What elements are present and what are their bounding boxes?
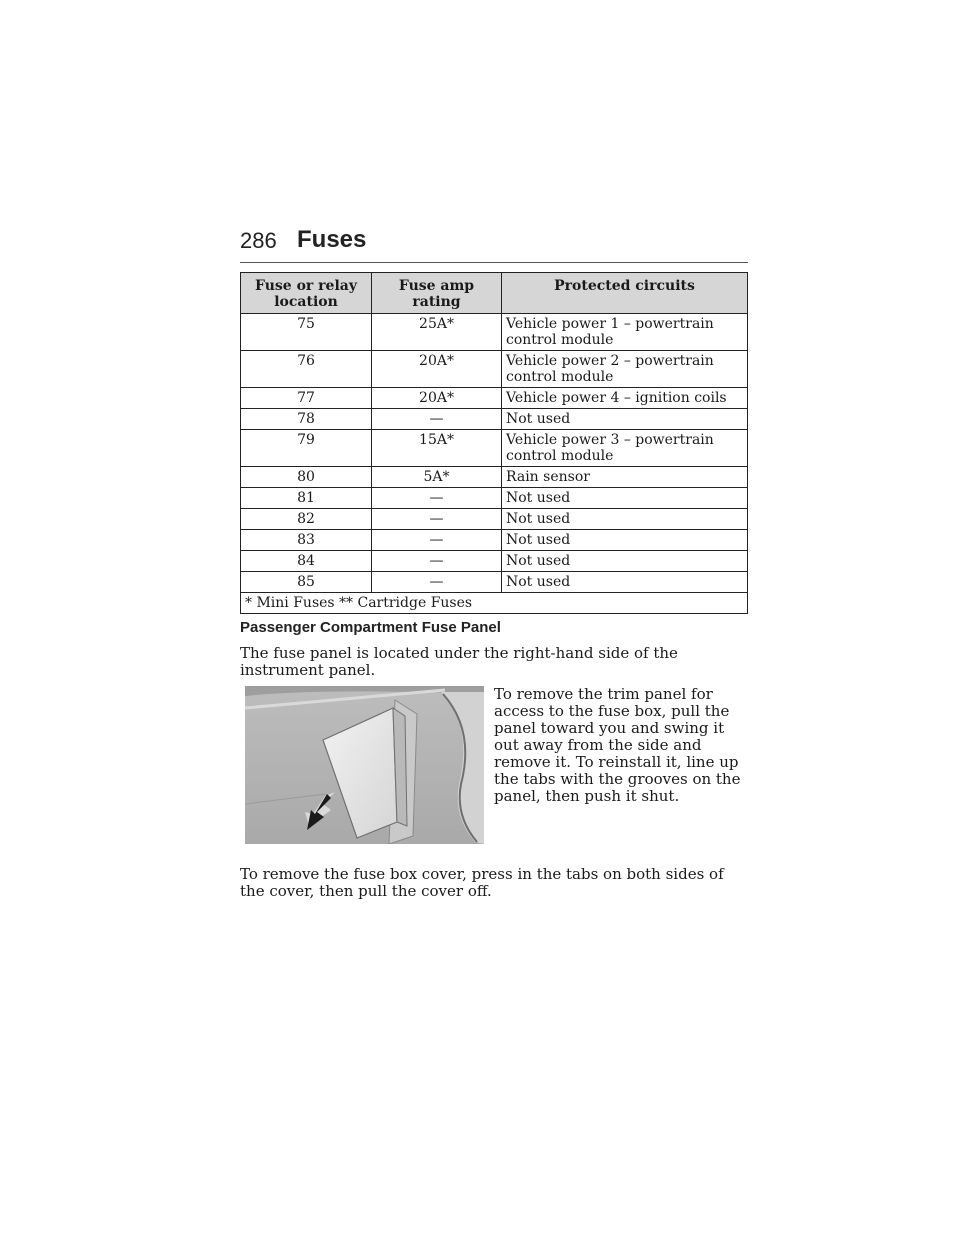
fuse-location: 80 <box>241 467 372 488</box>
protected-circuit: Not used <box>502 572 748 593</box>
table-row <box>241 467 748 488</box>
passenger-intro: The fuse panel is located under the right-hand side of the instrument panel. <box>240 644 678 679</box>
trim-panel-figure <box>245 686 484 844</box>
table-row <box>241 509 748 530</box>
fuse-rating: 25A* <box>372 314 502 351</box>
protected-circuit: Not used <box>502 488 748 509</box>
protected-circuit: Vehicle power 2 – powertrain control module <box>502 351 748 388</box>
table-footnote: * Mini Fuses ** Cartridge Fuses <box>241 593 748 614</box>
table-row <box>241 409 748 430</box>
column-header-circuits: Protected circuits <box>502 273 748 314</box>
protected-circuit: Vehicle power 1 – powertrain control module <box>502 314 748 351</box>
page-header <box>240 226 748 263</box>
table-row <box>241 488 748 509</box>
column-header-location: Fuse or relay location <box>241 273 372 314</box>
trim-panel-instructions: To remove the trim panel for access to the fuse box, pull the panel toward you and swing it out away from the side and remove it. To reinstall it, line up the tabs with the grooves on the panel, then push it shut. <box>494 685 741 805</box>
fuse-rating: — <box>372 509 502 530</box>
protected-circuit: Not used <box>502 509 748 530</box>
page-number: 286 <box>240 228 277 253</box>
fuse-rating: — <box>372 551 502 572</box>
protected-circuit: Vehicle power 3 – powertrain control module <box>502 430 748 467</box>
table-row <box>241 430 748 467</box>
protected-circuit: Not used <box>502 551 748 572</box>
fuse-location: 84 <box>241 551 372 572</box>
fuse-rating: 20A* <box>372 388 502 409</box>
table-row <box>241 351 748 388</box>
fuse-rating: — <box>372 530 502 551</box>
fuse-rating: — <box>372 572 502 593</box>
fuse-rating: 15A* <box>372 430 502 467</box>
table-row <box>241 572 748 593</box>
fuse-location: 76 <box>241 351 372 388</box>
fuse-table <box>240 272 748 614</box>
protected-circuit: Vehicle power 4 – ignition coils <box>502 388 748 409</box>
table-row <box>241 530 748 551</box>
protected-circuit: Not used <box>502 409 748 430</box>
cover-instructions: To remove the fuse box cover, press in the tabs on both sides of the cover, then pull the cover off. <box>240 865 724 900</box>
table-footnote-row <box>241 593 748 614</box>
passenger-heading: Passenger Compartment Fuse Panel <box>240 619 501 636</box>
table-row <box>241 388 748 409</box>
table-row <box>241 314 748 351</box>
fuse-location: 82 <box>241 509 372 530</box>
fuse-location: 78 <box>241 409 372 430</box>
column-header-rating: Fuse amp rating <box>372 273 502 314</box>
fuse-rating: — <box>372 488 502 509</box>
table-row <box>241 551 748 572</box>
fuse-rating: 20A* <box>372 351 502 388</box>
section-title: Fuses <box>297 226 367 253</box>
protected-circuit: Not used <box>502 530 748 551</box>
fuse-rating: 5A* <box>372 467 502 488</box>
protected-circuit: Rain sensor <box>502 467 748 488</box>
fuse-location: 77 <box>241 388 372 409</box>
fuse-location: 85 <box>241 572 372 593</box>
fuse-location: 83 <box>241 530 372 551</box>
fuse-location: 79 <box>241 430 372 467</box>
table-header-row <box>241 273 748 314</box>
fuse-location: 75 <box>241 314 372 351</box>
fuse-rating: — <box>372 409 502 430</box>
trim-panel-illustration <box>245 686 484 844</box>
fuse-location: 81 <box>241 488 372 509</box>
